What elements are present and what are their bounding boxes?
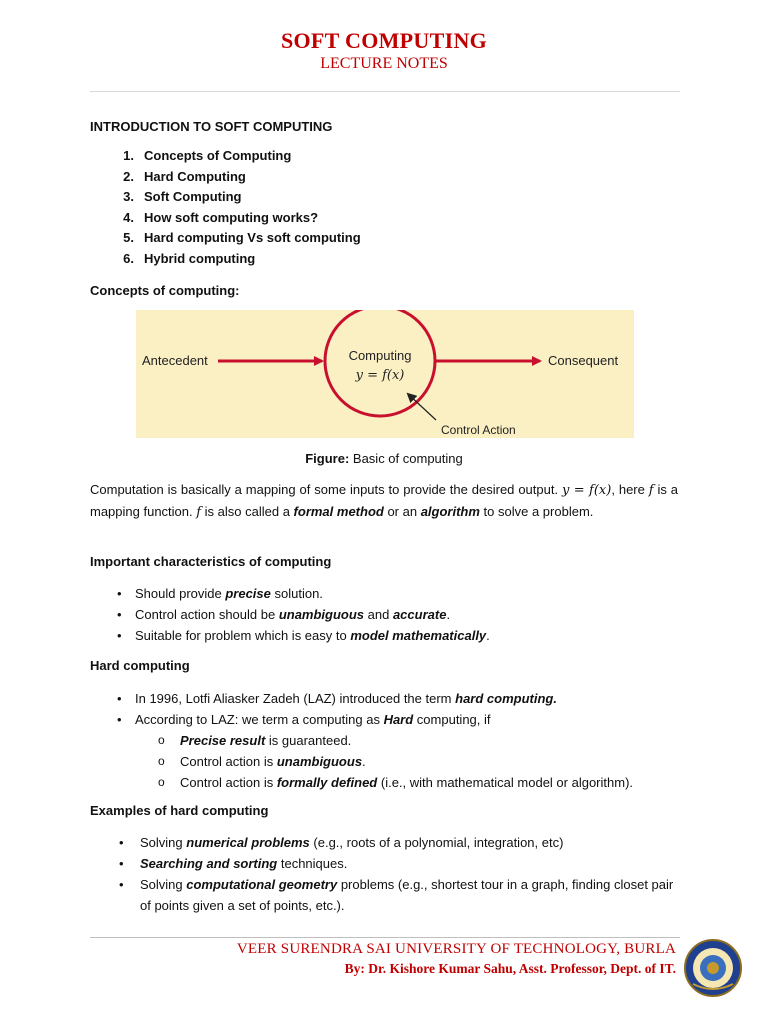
list-item: 6. Hybrid computing xyxy=(123,250,256,266)
characteristics-list xyxy=(90,583,680,646)
computing-label: Computing xyxy=(348,348,412,363)
list-item: • In 1996, Lotfi Aliasker Zadeh (LAZ) introduced the term hard computing. xyxy=(117,691,557,706)
table-of-contents xyxy=(90,146,361,270)
hard-computing-list xyxy=(90,688,680,793)
computing-figure xyxy=(136,310,634,438)
list-item: 4. How soft computing works? xyxy=(123,209,319,225)
university-logo-icon xyxy=(683,938,743,998)
characteristics-heading: Important characteristics of computing xyxy=(90,554,332,569)
sub-list-item: o Control action is unambiguous. xyxy=(158,754,366,769)
list-item: • Solving numerical problems (e.g., roots of a polynomial, integration, etc) xyxy=(119,835,564,850)
list-item: 3. Soft Computing xyxy=(123,189,242,205)
intro-heading: INTRODUCTION TO SOFT COMPUTING xyxy=(90,119,333,134)
sub-list-item: o Control action is formally defined (i.e., with mathematical model or algorithm). xyxy=(158,775,634,790)
examples-list xyxy=(90,832,680,916)
concepts-heading: Concepts of computing: xyxy=(90,283,240,298)
list-item: • According to LAZ: we term a computing as Hard computing, if xyxy=(117,712,491,727)
antecedent-label: Antecedent xyxy=(142,353,208,368)
list-item: • Should provide precise solution. xyxy=(117,586,323,601)
footer-divider xyxy=(90,937,680,938)
header-divider xyxy=(90,91,680,92)
computation-paragraph: Computation is basically a mapping of some inputs to provide the desired output. y = f(x), here f is a mapping function. f is also called a formal method or an algorithm to solve a problem. xyxy=(90,482,678,520)
equation-label: y = f(x) xyxy=(355,368,405,383)
computing-diagram xyxy=(136,310,634,438)
list-item: • Suitable for problem which is easy to model mathematically. xyxy=(117,628,490,643)
consequent-label: Consequent xyxy=(548,353,619,368)
list-item: 5. Hard computing Vs soft computing xyxy=(123,230,361,246)
hard-computing-heading: Hard computing xyxy=(90,658,190,673)
list-item: 1. Concepts of Computing xyxy=(123,148,292,163)
computing-circle xyxy=(325,310,435,416)
footer-university: VEER SURENDRA SAI UNIVERSITY OF TECHNOLOGY, BURLA xyxy=(236,941,676,957)
list-item: • Searching and sorting techniques. xyxy=(119,856,348,871)
doc-title: SOFT COMPUTING xyxy=(280,28,488,53)
figure-caption: Figure: Basic of computing xyxy=(305,451,463,466)
footer-author: By: Dr. Kishore Kumar Sahu, Asst. Professor, Dept. of IT. xyxy=(344,961,676,976)
examples-heading: Examples of hard computing xyxy=(90,803,269,818)
doc-subtitle: LECTURE NOTES xyxy=(320,55,448,72)
list-item: • Solving computational geometry problems (e.g., shortest tour in a graph, finding closet pair of points given a set of points, etc.). xyxy=(119,877,674,913)
control-action-label: Control Action xyxy=(441,423,516,437)
list-item: • Control action should be unambiguous and accurate. xyxy=(117,607,451,622)
sub-list-item: o Precise result is guaranteed. xyxy=(158,733,352,748)
list-item: 2. Hard Computing xyxy=(123,168,246,184)
